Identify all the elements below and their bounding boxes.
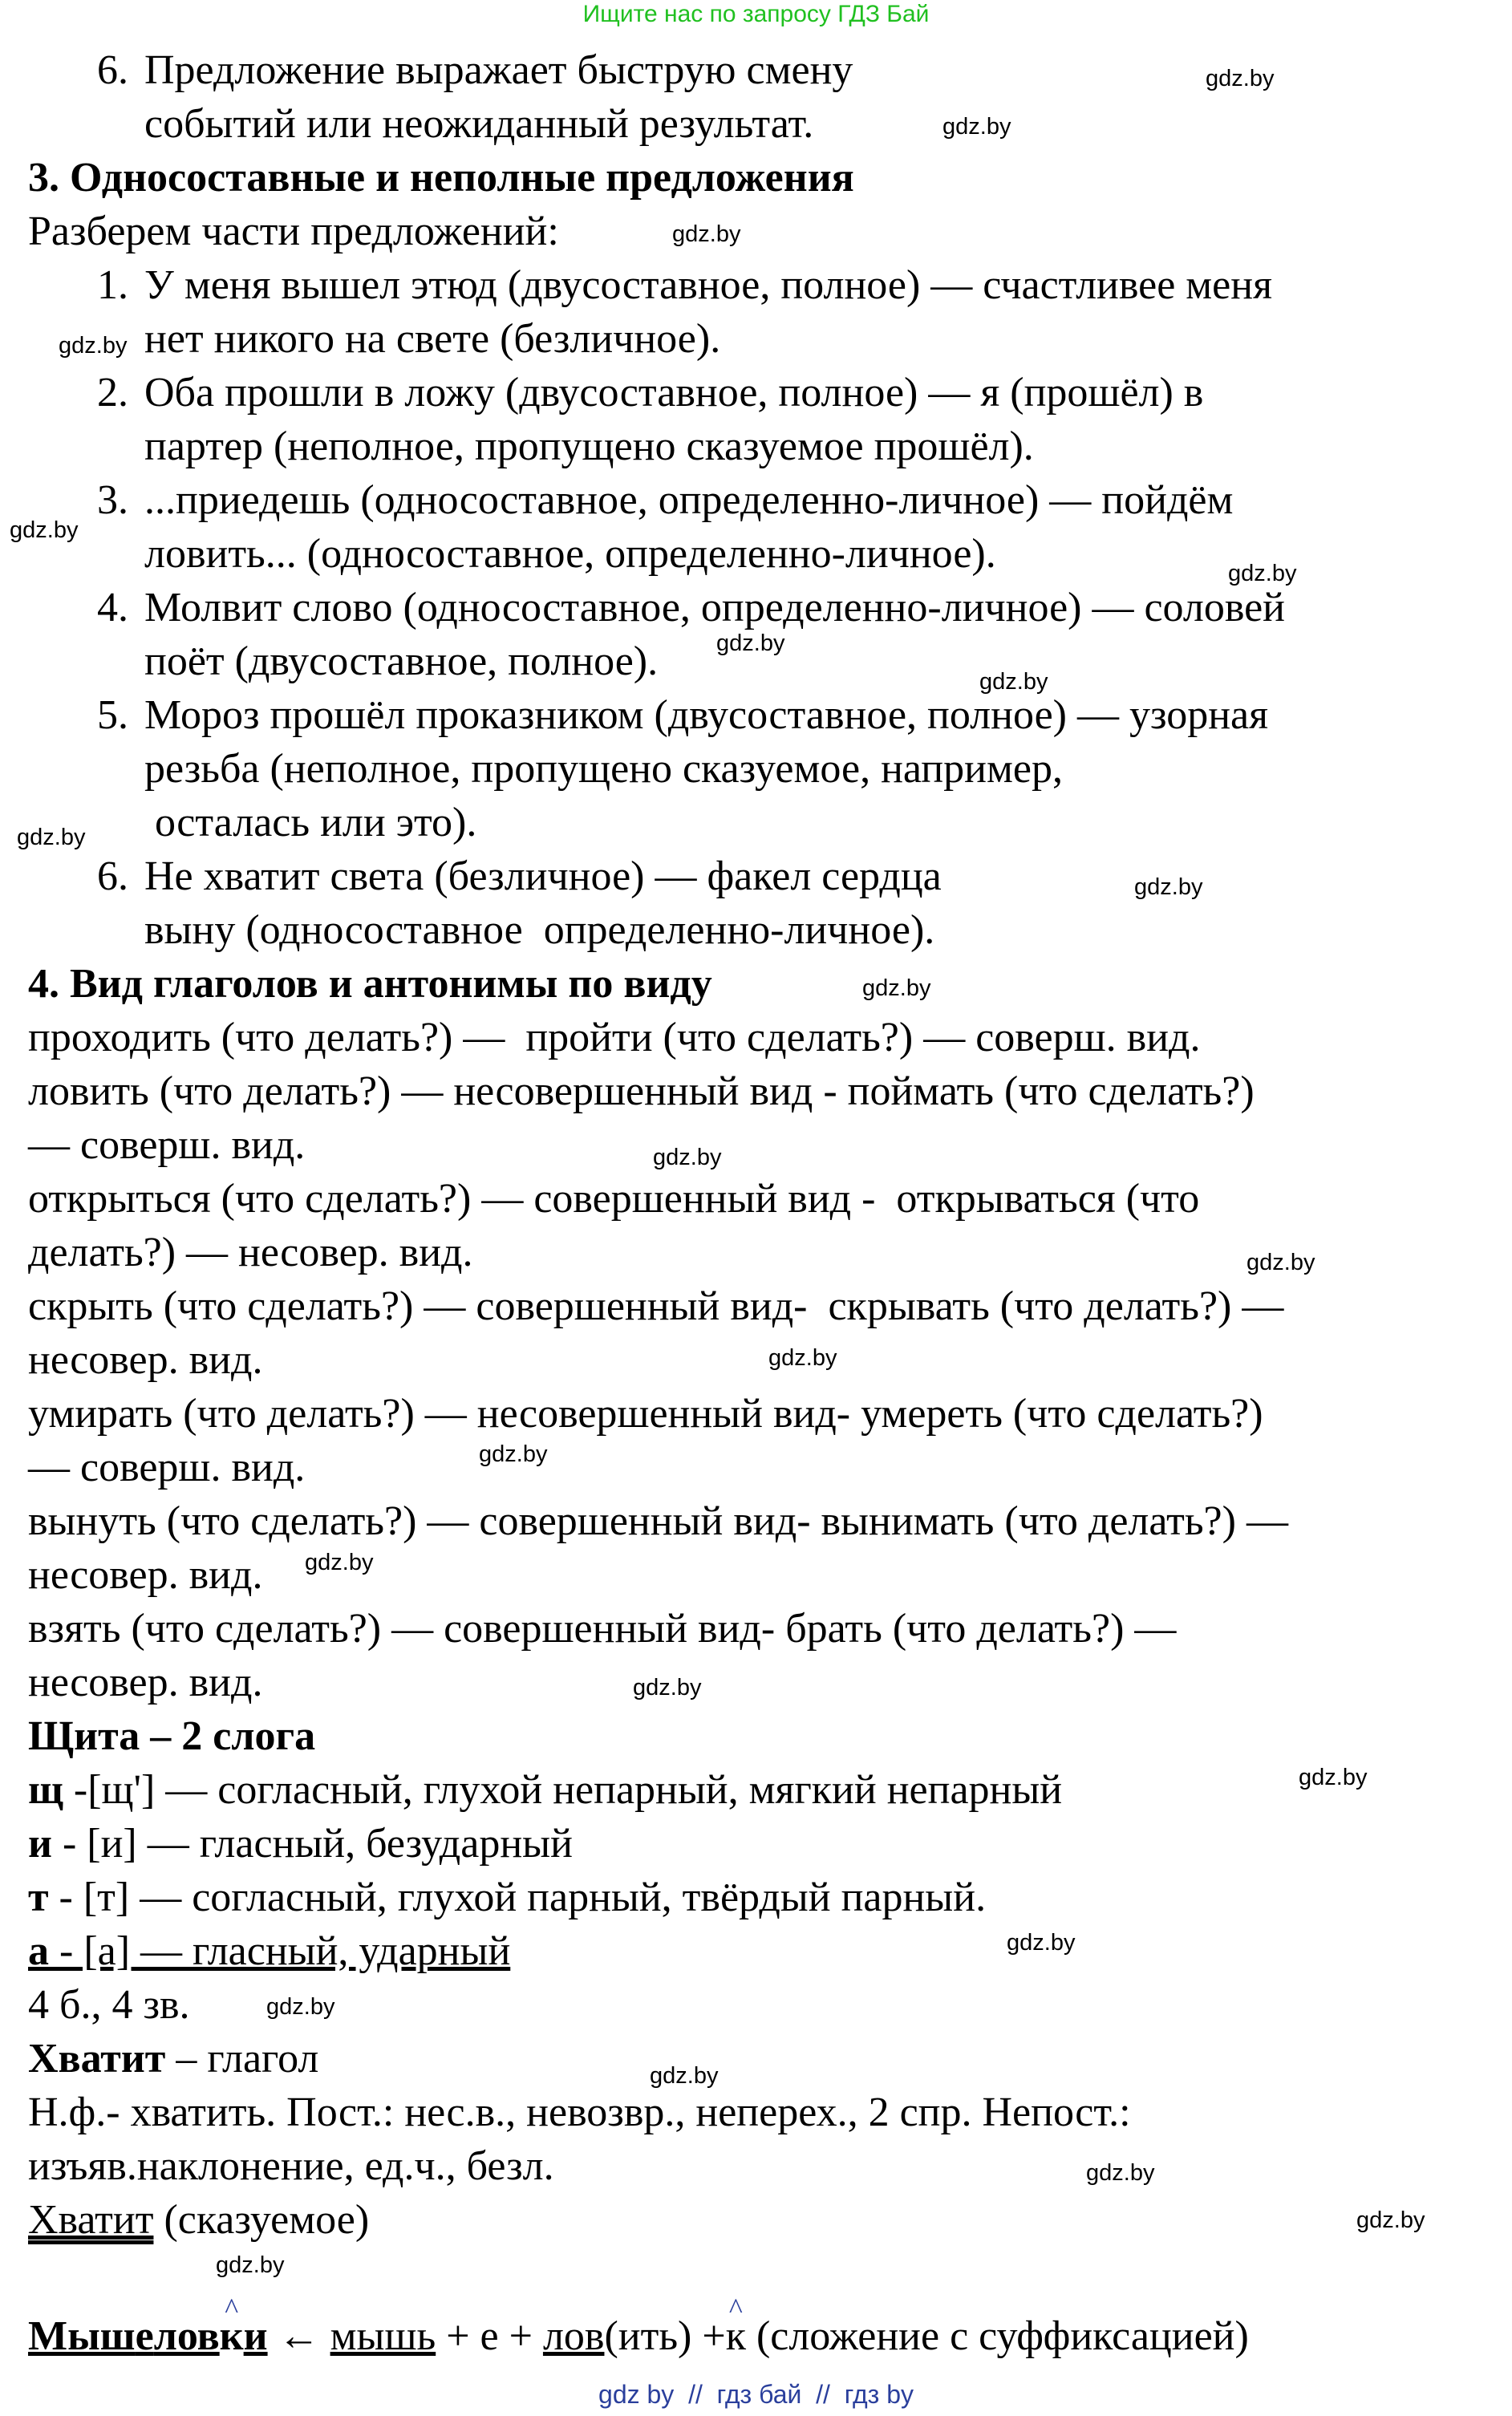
item-text: Молвит слово (односоставное, определенно-личное) — соловей xyxy=(144,585,1285,630)
verb-line: делать?) — несовер. вид. xyxy=(28,1230,473,1275)
wf-arrow: ← xyxy=(267,2313,330,2359)
item-text: ...приедешь (односоставное, определенно-личное) — пойдём xyxy=(144,477,1234,523)
item-continuation: ловить... (односоставное, определенно-личное). xyxy=(144,531,996,577)
verb-line: взять (что сделать?) — совершенный вид- брать (что делать?) — xyxy=(28,1606,1177,1652)
verb-line: проходить (что делать?) — пройти (что сделать?) — соверш. вид. xyxy=(28,1015,1201,1060)
phonetics-text: - [и] — гласный, безударный xyxy=(51,1821,573,1867)
document-body xyxy=(28,43,1488,2363)
verb-line: — соверш. вид. xyxy=(28,1122,306,1168)
wf-ending: и xyxy=(243,2313,268,2359)
verb-line: скрыть (что сделать?) — совершенный вид- скрывать (что делать?) — xyxy=(28,1283,1284,1329)
item-text: Оба прошли в ложу (двусоставное, полное) — я (прошёл) в xyxy=(144,370,1204,416)
syntax-role: (сказуемое) xyxy=(153,2197,370,2243)
wf-mid1: + е + xyxy=(436,2313,543,2359)
item-text: Мороз прошёл проказником (двусоставное, полное) — узорная xyxy=(144,692,1269,738)
morph-line: изъяв.наклонение, ед.ч., безл. xyxy=(28,2143,554,2189)
phonetics-text: -[щ'] — согласный, глухой непарный, мягкий непарный xyxy=(63,1767,1063,1813)
syntax-word: Хватит xyxy=(28,2197,154,2243)
item-continuation: нет никого на свете (безличное). xyxy=(144,316,721,362)
watermark: gdz.by xyxy=(17,825,86,850)
wf-desc: (сложение с суффиксацией) xyxy=(745,2313,1249,2359)
list-item xyxy=(28,366,1488,420)
phonetics-text: - [а] — гласный, ударный xyxy=(49,1928,511,1974)
watermark: gdz.by xyxy=(942,114,1011,140)
phonetics-summary: 4 б., 4 зв. xyxy=(28,1982,190,2028)
watermark: gdz.by xyxy=(59,333,128,359)
phonetics-letter: т xyxy=(28,1875,49,1920)
item-continuation: событий или неожиданный результат. xyxy=(144,101,814,147)
verb-line: несовер. вид. xyxy=(28,1660,263,1705)
watermark: gdz.by xyxy=(216,2252,285,2278)
word-formation xyxy=(28,2309,1488,2363)
item-number: 1. xyxy=(97,262,128,308)
verb-line: несовер. вид. xyxy=(28,1337,263,1383)
watermark: gdz.by xyxy=(10,517,79,543)
wf-mid2: (ить) + xyxy=(604,2313,726,2359)
watermark: gdz.by xyxy=(1228,561,1297,586)
watermark: gdz.by xyxy=(650,2063,719,2089)
wf-root2: лов xyxy=(153,2313,220,2359)
watermark: gdz.by xyxy=(1206,66,1275,91)
item-text: У меня вышел этюд (двусоставное, полное) — счастливее меня xyxy=(144,262,1273,308)
watermark: gdz.by xyxy=(716,630,785,656)
item-continuation: поёт (двусоставное, полное). xyxy=(144,638,659,684)
item-number: 5. xyxy=(97,692,128,738)
item-continuation: осталась или это). xyxy=(144,800,477,845)
watermark: gdz.by xyxy=(653,1145,722,1170)
item-number: 6. xyxy=(97,853,128,899)
item-number: 2. xyxy=(97,370,128,416)
section-3-title: 3. Односоставные и неполные предложения xyxy=(28,155,854,201)
list-item xyxy=(28,688,1488,742)
section-3-intro: Разберем части предложений: xyxy=(28,209,559,254)
phonetics-row xyxy=(28,1763,1488,1817)
list-item xyxy=(28,258,1488,312)
morph-title xyxy=(28,2032,1488,2086)
watermark: gdz.by xyxy=(862,975,931,1001)
morph-word: Хватит xyxy=(28,2036,166,2082)
watermark: gdz.by xyxy=(1007,1930,1076,1956)
watermark: gdz.by xyxy=(672,221,741,247)
phonetics-underlined xyxy=(28,1928,510,1974)
footer-links: gdz by // гдз бай // гдз by xyxy=(598,2380,914,2409)
watermark: gdz.by xyxy=(1356,2207,1425,2233)
list-item xyxy=(28,581,1488,634)
phonetics-letter: а xyxy=(28,1928,49,1974)
watermark: gdz.by xyxy=(266,1994,335,2020)
watermark: gdz.by xyxy=(479,1441,548,1467)
list-item xyxy=(28,473,1488,527)
phonetics-text: - [т] — согласный, глухой парный, твёрдый парный. xyxy=(48,1875,987,1920)
phonetics-letter: щ xyxy=(28,1767,63,1813)
phonetics-row xyxy=(28,1871,1488,1924)
wf-base2: лов xyxy=(542,2313,605,2359)
item-text: Не хватит света (безличное) — факел сердца xyxy=(144,853,942,899)
watermark: gdz.by xyxy=(633,1675,702,1701)
wf-suffix-mark: ^ к xyxy=(726,2309,746,2363)
watermark: gdz.by xyxy=(1086,2160,1155,2186)
verb-line: открыться (что сделать?) — совершенный вид - открываться (что xyxy=(28,1176,1200,1222)
item-number: 4. xyxy=(97,585,128,630)
watermark: gdz.by xyxy=(305,1550,374,1575)
verb-line: умирать (что делать?) — несовершенный вид- умереть (что сделать?) xyxy=(28,1391,1263,1437)
item-text: Предложение выражает быструю смену xyxy=(144,47,853,93)
list-item xyxy=(28,849,1488,903)
phonetics-letter: и xyxy=(28,1821,52,1867)
verb-line: — соверш. вид. xyxy=(28,1445,306,1490)
watermark: gdz.by xyxy=(1134,874,1203,900)
watermark: gdz.by xyxy=(1299,1765,1368,1790)
watermark: gdz.by xyxy=(768,1345,837,1371)
verb-line: несовер. вид. xyxy=(28,1552,263,1598)
item-number: 6. xyxy=(97,47,128,93)
phonetics-title: Щита – 2 слога xyxy=(28,1713,316,1759)
watermark: gdz.by xyxy=(1246,1250,1315,1275)
wf-connector: е xyxy=(135,2313,154,2359)
wf-root1: Мыш xyxy=(28,2313,136,2359)
section-4-title: 4. Вид глаголов и антонимы по виду xyxy=(28,961,712,1007)
wf-base1: мышь xyxy=(330,2313,436,2359)
phonetics-row xyxy=(28,1817,1488,1871)
morph-pos: – глагол xyxy=(165,2036,319,2082)
item-continuation: партер (неполное, пропущено сказуемое прошёл). xyxy=(144,424,1034,469)
search-banner: Ищите нас по запросу ГДЗ Бай xyxy=(582,1,930,27)
item-number: 3. xyxy=(97,477,128,523)
wf-word xyxy=(28,2313,268,2359)
syntax-line xyxy=(28,2193,1488,2247)
watermark: gdz.by xyxy=(979,669,1048,695)
phonetics-row xyxy=(28,1924,1488,1978)
wf-suffix: ^ к xyxy=(220,2309,244,2363)
item-continuation: резьба (неполное, пропущено сказуемое, например, xyxy=(144,746,1063,792)
verb-line: вынуть (что сделать?) — совершенный вид- вынимать (что делать?) — xyxy=(28,1498,1288,1544)
morph-line: Н.ф.- хватить. Пост.: нес.в., невозвр., неперех., 2 спр. Непост.: xyxy=(28,2090,1131,2135)
verb-line: ловить (что делать?) — несовершенный вид - поймать (что сделать?) xyxy=(28,1068,1255,1114)
item-continuation: выну (односоставное определенно-личное). xyxy=(144,907,935,953)
